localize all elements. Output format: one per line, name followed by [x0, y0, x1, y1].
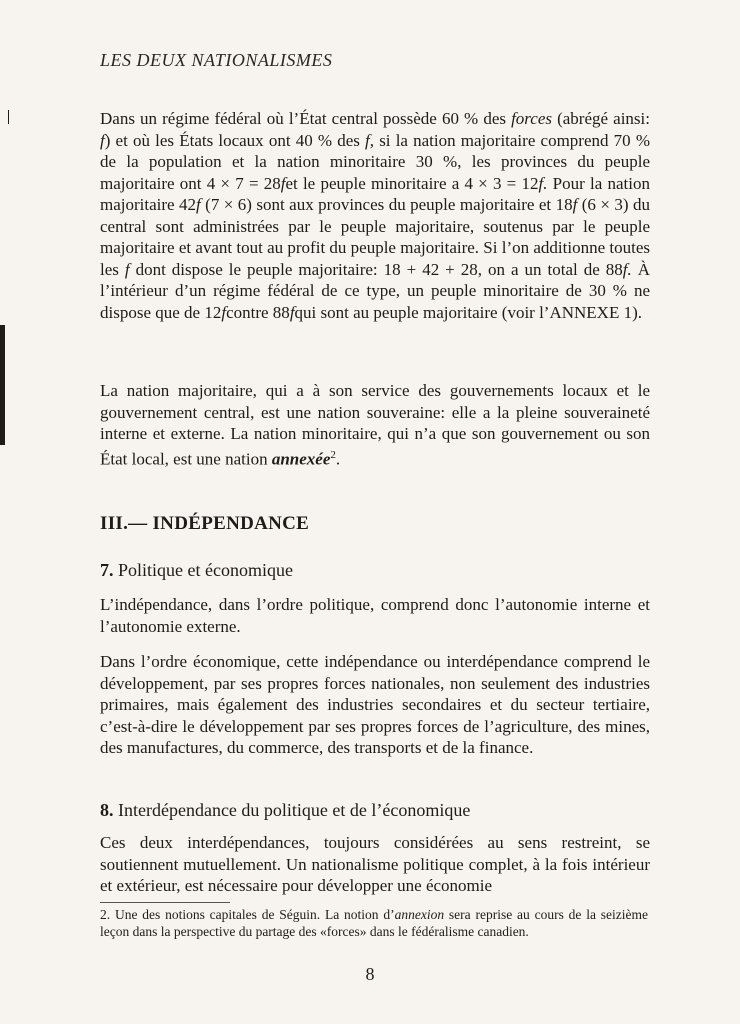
- subsection-title: Interdépendance du politique et de l’économique: [118, 800, 471, 820]
- section-title: III.— INDÉPENDANCE: [100, 513, 310, 534]
- subsection-number: 8.: [100, 800, 114, 820]
- subsection-8-heading: [100, 800, 470, 821]
- paragraph-mutual-support: Ces deux interdépendances, toujours considérées au sens restreint, se soutiennent mutuellement. Un nationalisme politique complet, à la fois intérieur et extérieur, est nécessaire pour développer une économie: [100, 833, 650, 895]
- page-number: 8: [365, 964, 375, 984]
- paragraph-federal-forces: Dans un régime fédéral où l’État central possède 60 % des forces (abrégé ainsi: f) et où les États locaux ont 40 % des f, si la nation majoritaire comprend 70 % de la population et la nation minoritaire 30 %, les provinces du peuple majoritaire ont 4 × 7 = 28fet le peuple minoritaire a 4 × 3 = 12f. Pour la nation majoritaire 42f (7 × 6) sont aux provinces du peuple majoritaire et 18f (6 × 3) du central sont administrées par le peuple majoritaire, soutenus par le peuple majoritaire et avant tout au profit du peuple majoritaire. Si l’on additionne toutes les f dont dispose le peuple majoritaire: 18 + 42 + 28, on a un total de 88f. À l’intérieur d’un régime fédéral de ce type, un peuple minoritaire de 30 % ne dispose que de 12fcontre 88fqui sont au peuple majoritaire (voir l’ANNEXE 1).: [100, 109, 650, 322]
- paragraph-political-independence: L’indépendance, dans l’ordre politique, comprend donc l’autonomie interne et l’autonomie externe.: [100, 595, 650, 636]
- footnote-2: 2. Une des notions capitales de Séguin. La notion d’annexion sera reprise au cours de la seizième leçon dans la perspective du partage des «forces» dans le fédéralisme canadien.: [100, 907, 648, 939]
- running-head: LES DEUX NATIONALISMES: [100, 50, 333, 70]
- annexee-emphasis: annexée: [271, 449, 331, 469]
- scan-tick-mark: [8, 110, 9, 124]
- subsection-title: Politique et économique: [118, 560, 293, 580]
- scan-edge-mark: [0, 325, 5, 445]
- paragraph-economic-independence: Dans l’ordre économique, cette indépendance ou interdépendance comprend le développement, par ses propres forces nationales, non seulement des industries primaires, mais également des industries secondaires et du secteur tertiaire, c’est-à-dire le développement par ses propres forces de l’agriculture, des mines, des manufactures, du commerce, des transports et de la finance.: [100, 652, 650, 757]
- paragraph-sovereign-nation: La nation majoritaire, qui a à son service des gouvernements locaux et le gouvernement central, est une nation souveraine: elle a la pleine souveraineté interne et externe. La nation minoritaire, qui n’a que son gouvernement ou son État local, est une nation annexée$^2$.: [100, 381, 650, 469]
- subsection-number: 7.: [100, 560, 114, 580]
- footnote-ref[interactable]: 2: [330, 448, 336, 461]
- footnote-divider: [100, 902, 230, 903]
- subsection-7-heading: [100, 560, 293, 581]
